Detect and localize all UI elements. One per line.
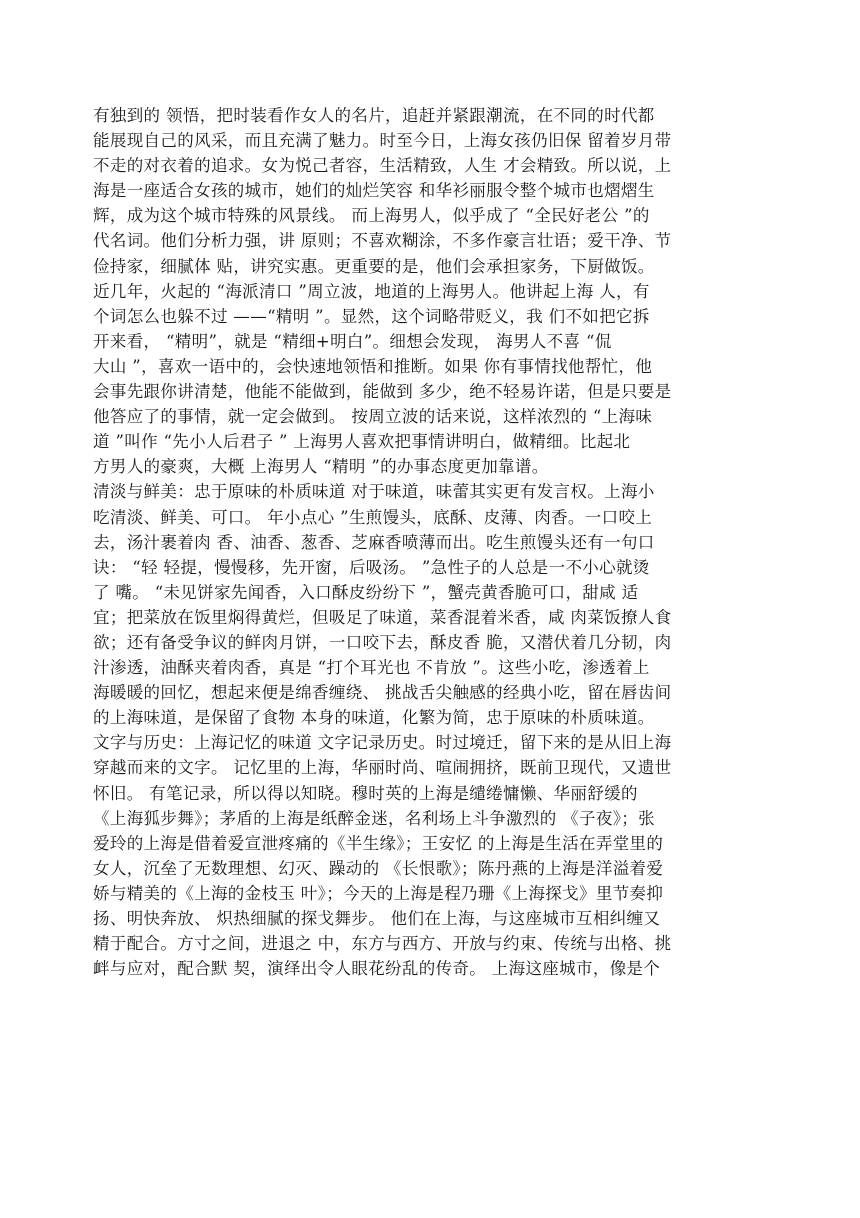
text-line: 爱玲的上海是借着爱宣泄疼痛的《半生缘》；王安忆 的上海是生活在弄堂里的 — [93, 833, 664, 853]
text-line: 个词怎么也躲不过 ——“精明 ”。显然，这个词略带贬义，我 们不如把它拆 — [93, 306, 650, 326]
text-line: 代名词。他们分析力强，讲 原则；不喜欢糊涂，不多作豪言壮语；爱干净、节 — [93, 231, 672, 251]
text-line: 海是一座适合女孩的城市，她们的灿烂笑容 和华衫丽服令整个城市也熠熠生 — [93, 181, 655, 201]
text-line: 近几年，火起的 “海派清口 ”周立波，地道的上海男人。他讲起上海 人，有 — [93, 281, 650, 301]
text-line: 会事先跟你讲清楚，他能不能做到，能做到 多少，绝不轻易许诺，但是只要是 — [93, 382, 672, 402]
text-line: 文字与历史：上海记忆的味道 文字记录历史。时过境迁，留下来的是从旧上海 — [93, 733, 672, 753]
text-line: 清淡与鲜美：忠于原味的朴质味道 对于味道，味蕾其实更有发言权。上海小 — [93, 482, 655, 502]
text-line: 俭持家，细腻体 贴，讲究实惠。更重要的是，他们会承担家务，下厨做饭。 — [93, 256, 655, 276]
text-line: 衅与应对，配合默 契，演绎出令人眼花纷乱的传奇。 上海这座城市，像是个 — [93, 959, 661, 979]
text-line: 大山 ”，喜欢一语中的，会快速地领悟和推断。如果 你有事情找他帮忙，他 — [93, 356, 653, 376]
text-line: 有独到的 领悟，把时装看作女人的名片，追赶并紧跟潮流，在不同的时代都 — [93, 106, 655, 125]
text-line: 海暖暖的回忆，想起来便是绵香缠绕、 挑战舌尖触感的经典小吃，留在唇齿间 — [93, 683, 672, 703]
text-line: 汁渗透，油酥夹着肉香，真是 “打个耳光也 不肯放 ”。这些小吃，渗透着上 — [93, 658, 650, 678]
text-line: 道 ”叫作 “先小人后君子 ” 上海男人喜欢把事情讲明白，做精细。比起北 — [93, 432, 631, 452]
text-line: 不走的对衣着的追求。女为悦己者容，生活精致，人生 才会精致。所以说，上 — [93, 156, 672, 176]
text-line: 辉，成为这个城市特殊的风景线。 而上海男人，似乎成了 “全民好老公 ”的 — [93, 206, 650, 226]
text-line: 能展现自己的风采，而且充满了魅力。时至今日，上海女孩仍旧保 留着岁月带 — [93, 131, 672, 151]
text-line: 开来看， “精明”，就是 “精细+明白”。细想会发现， 海男人不喜 “侃 — [93, 331, 612, 351]
text-line: 吃清淡、鲜美、可口。 年小点心 ”生煎馒头，底酥、皮薄、肉香。一口咬上 — [93, 507, 653, 527]
text-line: 娇与精美的《上海的金枝玉 叶》；今天的上海是程乃珊《上海探戈》里节奏抑 — [93, 883, 664, 903]
text-line: 他答应了的事情，就一定会做到。 按周立波的话来说，这样浓烈的 “上海味 — [93, 407, 653, 427]
text-line: 欲；还有备受争议的鲜肉月饼，一口咬下去，酥皮香 脆，又潜伏着几分韧，肉 — [93, 632, 672, 652]
text-line: 《上海狐步舞》；茅盾的上海是纸醉金迷，名利场上斗争激烈的 《子夜》；张 — [93, 808, 655, 828]
text-line: 穿越而来的文字。 记忆里的上海，华丽时尚、喧闹拥挤，既前卫现代，又遗世 — [93, 758, 672, 778]
text-line: 方男人的豪爽，大概 上海男人 “精明 ”的办事态度更加靠谱。 — [93, 457, 549, 477]
text-line: 精于配合。方寸之间，进退之 中，东方与西方、开放与约束、传统与出格、挑 — [93, 934, 672, 954]
text-line: 扬、明快奔放、 炽热细腻的探戈舞步。 他们在上海，与这座城市互相纠缠又 — [93, 909, 661, 928]
text-line: 的上海味道，是保留了食物 本身的味道，化繁为简，忠于原味的朴质味道。 — [93, 708, 655, 728]
text-line: 女人，沉垒了无数理想、幻灭、躁动的 《长恨歌》；陈丹燕的上海是洋溢着爱 — [93, 858, 664, 878]
body-text — [93, 103, 773, 981]
text-line: 怀旧。 有笔记录，所以得以知晓。穆时英的上海是缱绻慵懒、华丽舒缓的 — [93, 783, 638, 803]
text-line: 去，汤汁裹着肉 香、油香、葱香、芝麻香喷薄而出。吃生煎馒头还有一句口 — [93, 532, 655, 552]
text-line: 宜；把菜放在饭里焖得黄烂，但吸足了味道，菜香混着米香，咸 肉菜饭撩人食 — [93, 607, 672, 627]
text-line: 诀： “轻 轻提，慢慢移，先开窗，后吸汤。 ”急性子的人总是一不小心就烫 — [93, 557, 650, 577]
text-line: 了 嘴。 “未见饼家先闻香，入口酥皮纷纷下 ”，蟹壳黄香脆可口，甜咸 适 — [93, 582, 639, 602]
